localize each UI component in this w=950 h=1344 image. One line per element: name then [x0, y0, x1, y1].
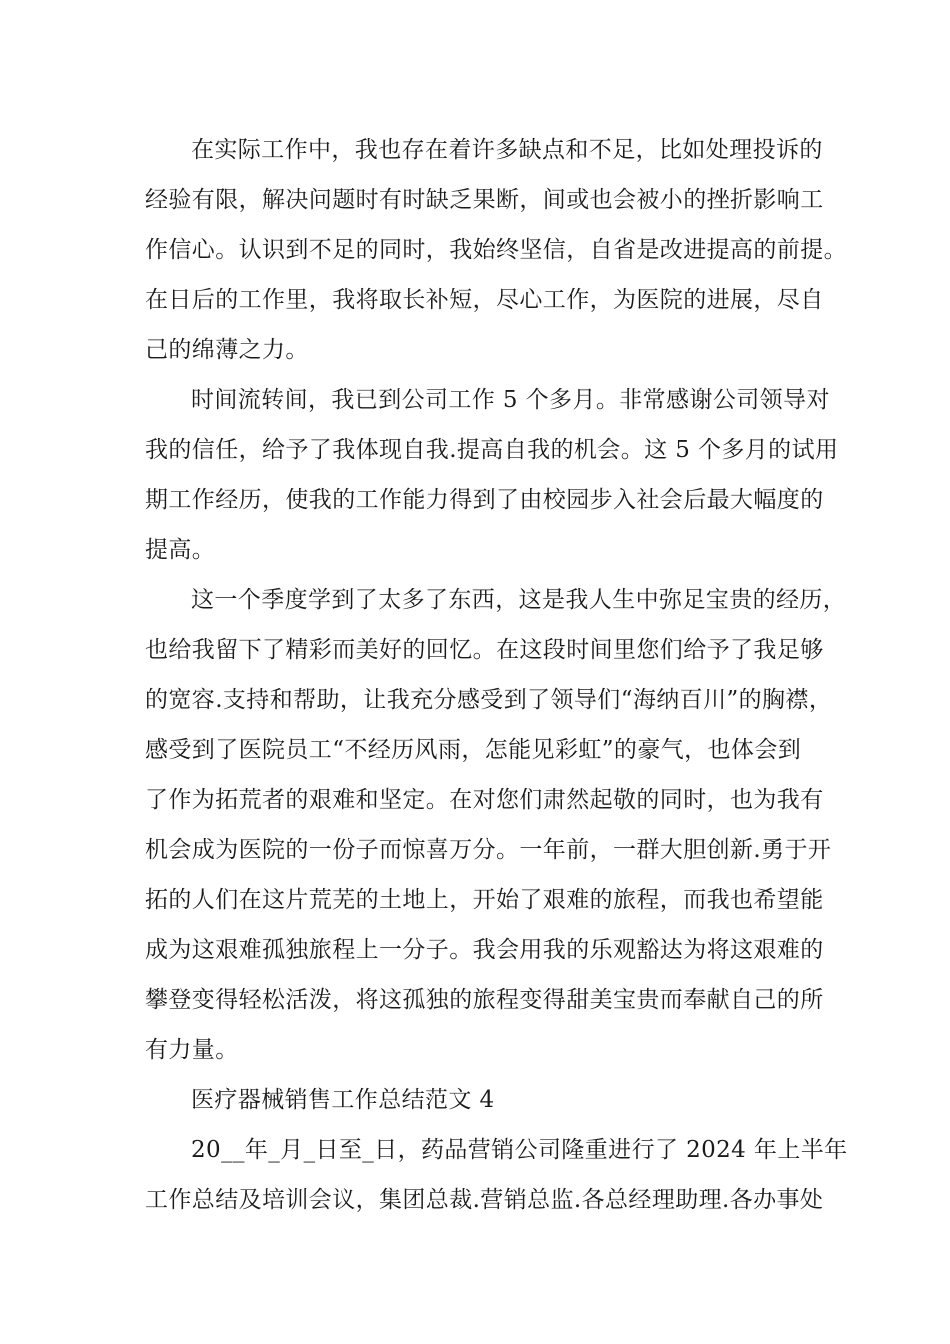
- paragraph-line: 时间流转间，我已到公司工作 5 个多月。非常感谢公司领导对: [191, 387, 830, 413]
- paragraph-line: 攀登变得轻松活泼，将这孤独的旅程变得甜美宝贵而奉献自己的所: [145, 987, 824, 1013]
- paragraph-line: 在实际工作中，我也存在着许多缺点和不足，比如处理投诉的: [191, 137, 823, 163]
- section-heading: 医疗器械销售工作总结范文 4: [191, 1087, 495, 1113]
- paragraph-line: 这一个季度学到了太多了东西，这是我人生中弥足宝贵的经历，: [191, 587, 847, 613]
- paragraph-line: 期工作经历，使我的工作能力得到了由校园步入社会后最大幅度的: [145, 487, 824, 513]
- paragraph-line: 经验有限，解决问题时有时缺乏果断，间或也会被小的挫折影响工: [145, 187, 824, 213]
- paragraph-line: 了作为拓荒者的艰难和坚定。在对您们肃然起敬的同时，也为我有: [145, 787, 824, 813]
- paragraph-line: 工作总结及培训会议，集团总裁.营销总监.各总经理助理.各办事处: [145, 1187, 824, 1213]
- paragraph-line: 在日后的工作里，我将取长补短，尽心工作，为医院的进展，尽自: [145, 287, 824, 313]
- paragraph-line: 己的绵薄之力。: [145, 337, 309, 363]
- paragraph-line: 成为这艰难孤独旅程上一分子。我会用我的乐观豁达为将这艰难的: [145, 937, 824, 963]
- paragraph-line: 机会成为医院的一份子而惊喜万分。一年前，一群大胆创新.勇于开: [145, 837, 832, 863]
- paragraph-line: 感受到了医院员工“不经历风雨，怎能见彩虹”的豪气，也体会到: [145, 737, 802, 763]
- paragraph-line: 拓的人们在这片荒芜的土地上，开始了艰难的旅程，而我也希望能: [145, 887, 824, 913]
- paragraph-line: 有力量。: [145, 1037, 239, 1063]
- paragraph-line: 的宽容.支持和帮助，让我充分感受到了领导们“海纳百川”的胸襟，: [145, 687, 833, 713]
- paragraph-line: 也给我留下了精彩而美好的回忆。在这段时间里您们给予了我足够: [145, 637, 824, 663]
- paragraph-line: 提高。: [145, 537, 216, 563]
- paragraph-line: 我的信任，给予了我体现自我.提高自我的机会。这 5 个多月的试用: [145, 437, 839, 463]
- paragraph-line: 20__年_月_日至_日，药品营销公司隆重进行了 2024 年上半年: [191, 1137, 848, 1163]
- paragraph-line: 作信心。认识到不足的同时，我始终坚信，自省是改进提高的前提。: [145, 237, 847, 263]
